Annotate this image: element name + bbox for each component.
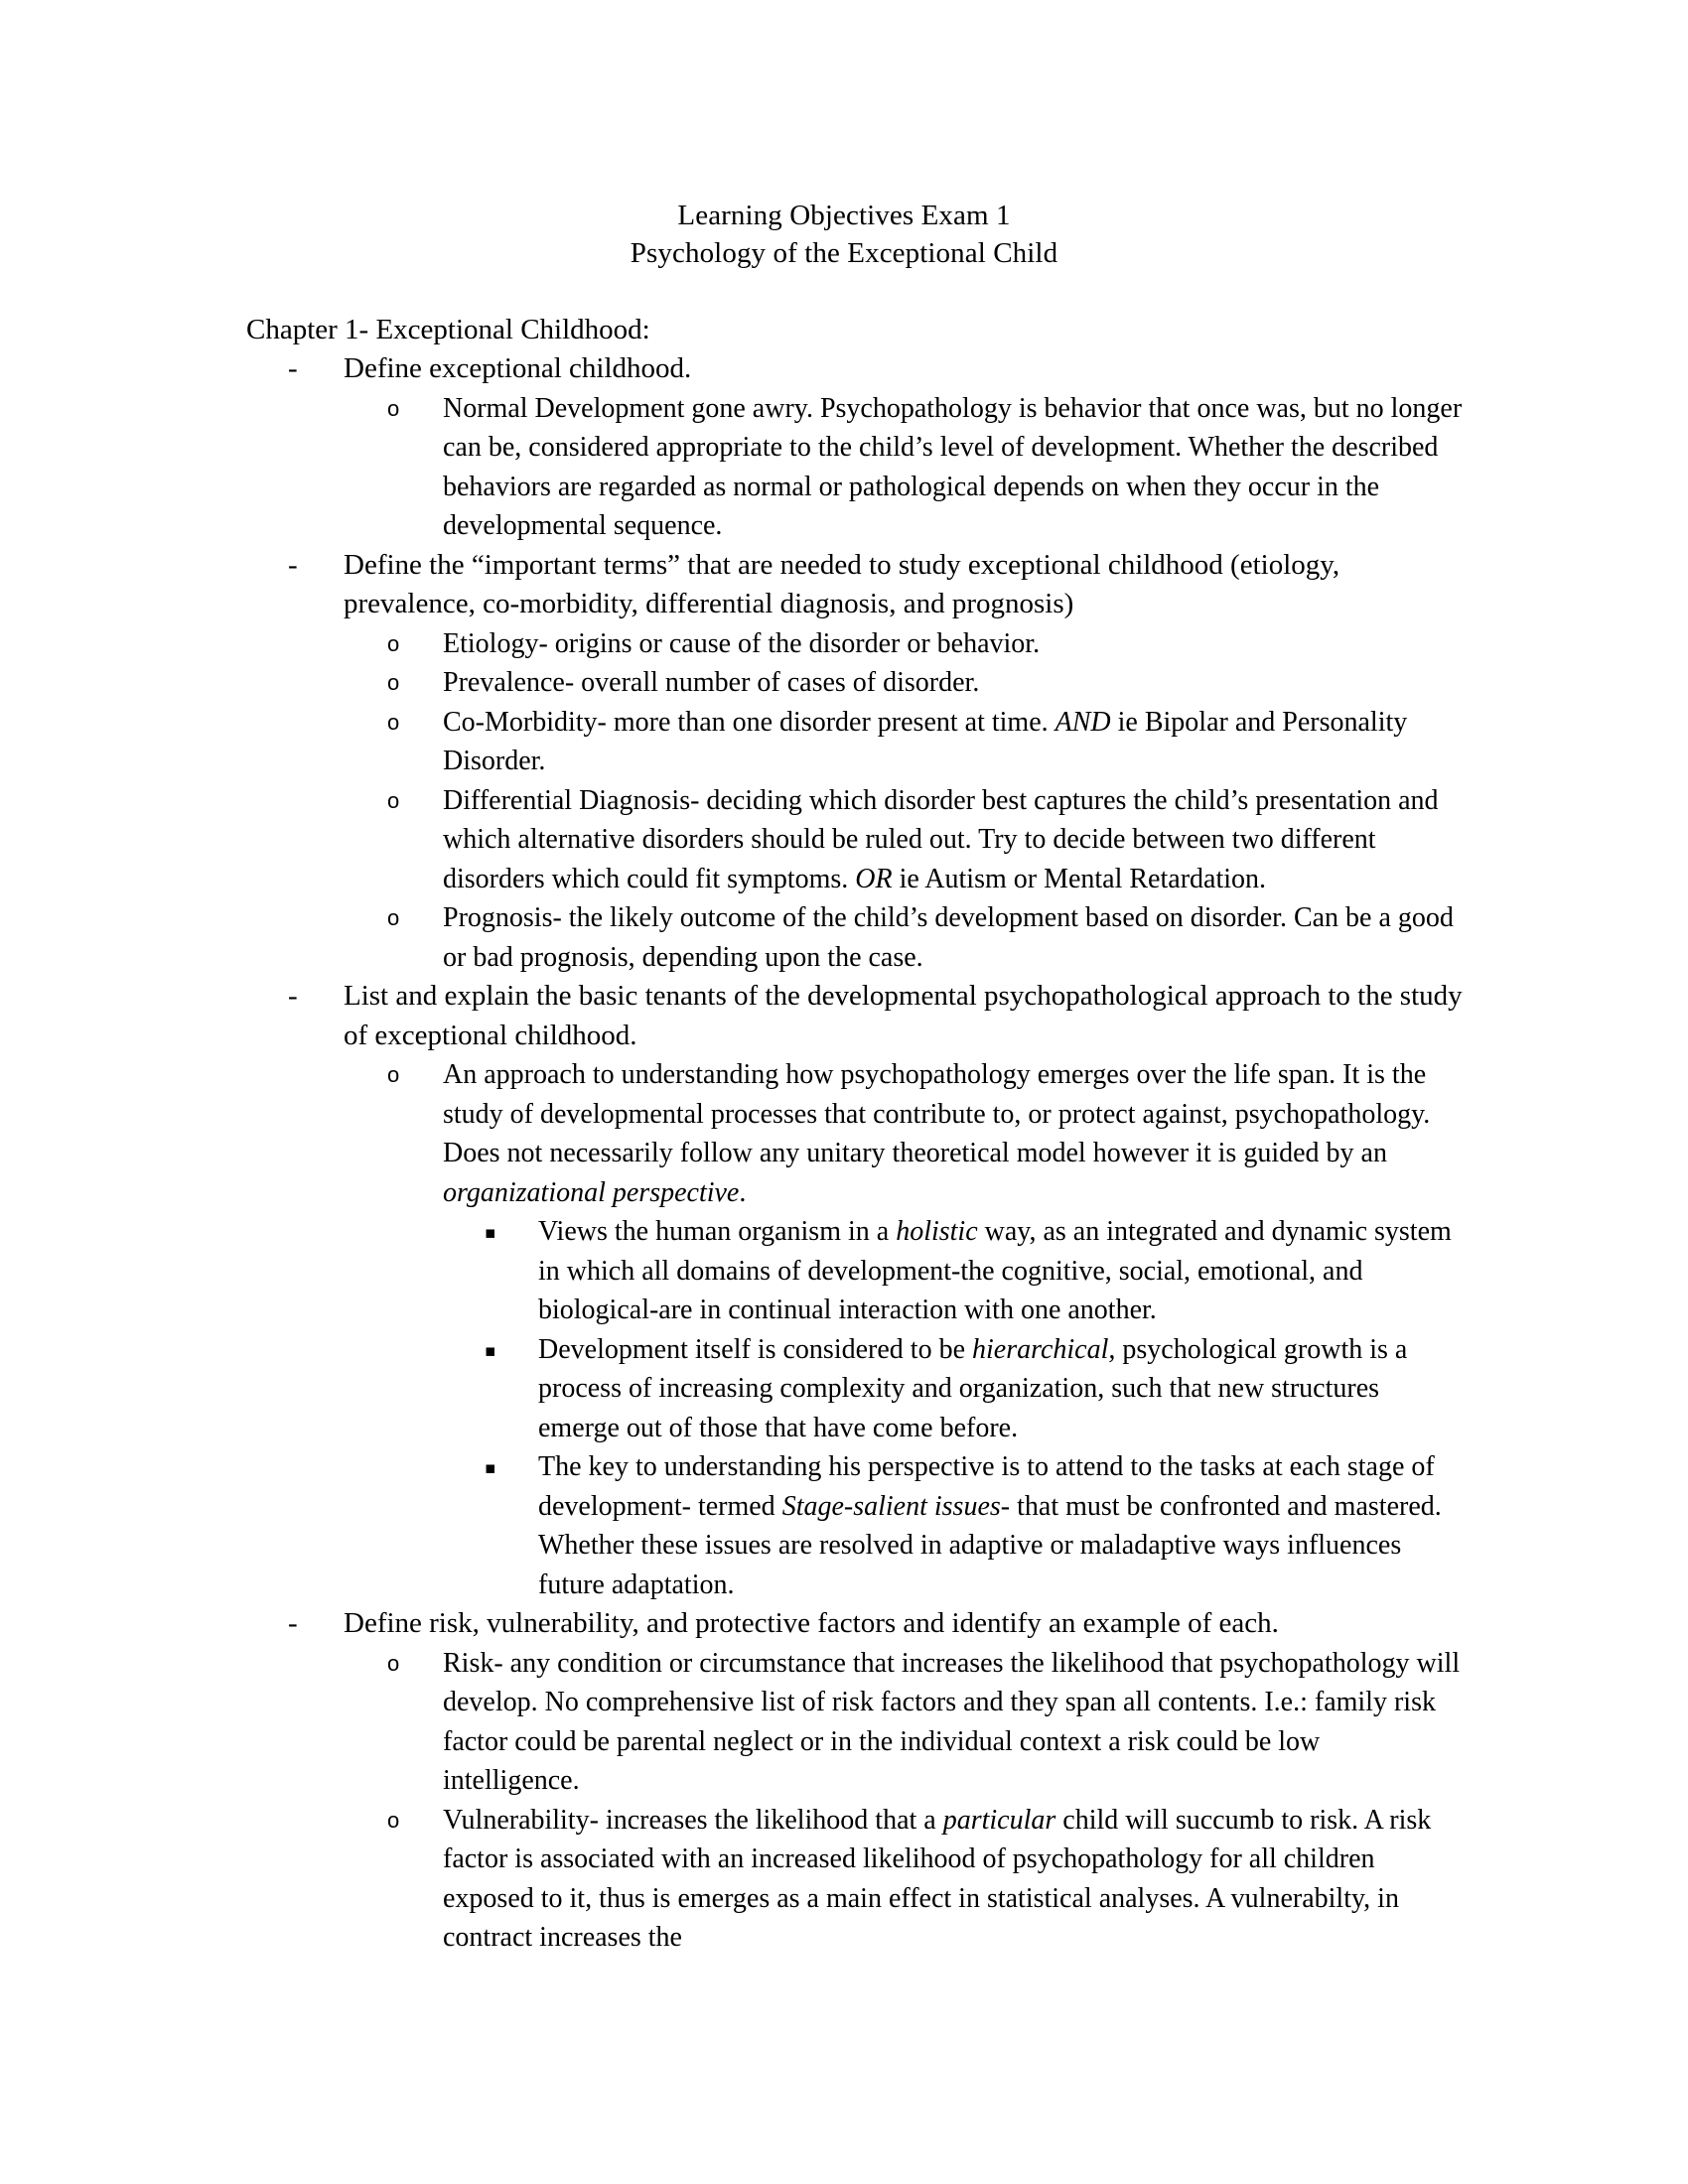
objective-item [246,546,1463,978]
detail-text: Prognosis- the likely outcome of the child’s development based on disorder. Can be a good or bad prognosis, depending upon the case. [443,902,1454,973]
subdetail-text: Views the human organism in a [538,1216,897,1247]
subdetail-text-continued: psychological growth is a process of increasing complexity and organization, such that new structures emerge out of those that have come before. [538,1333,1408,1443]
detail-text-continued: . [739,1176,747,1208]
subdetail-emphasis: holistic [896,1216,978,1247]
objective-detail-list [344,1644,1463,1958]
document-title-line-2: Psychology of the Exceptional Child [630,237,1058,269]
objective-subdetail-item [443,1330,1463,1448]
document-title-block [0,197,1688,272]
detail-text: Prevalence- overall number of cases of disorder. [443,667,980,698]
subdetail-text: Development itself is considered to be [538,1333,972,1365]
objective-text: Define exceptional childhood. [344,352,692,384]
objective-detail-item [344,703,1463,781]
detail-emphasis: OR [855,863,893,894]
subdetail-text-continued: way, as an integrated and dynamic system in which all domains of development-the cognitive, social, emotional, and biological-are in continual interaction with one another. [538,1216,1452,1325]
objective-detail-item [344,663,1463,703]
circle-bullet-icon: o [387,787,400,813]
detail-text: Differential Diagnosis- deciding which disorder best captures the child’s presentation and which alternative disorders should be ruled out. Try to decide between two different disorders which could fit symptoms. [443,784,1439,894]
objective-item [246,977,1463,1604]
square-bullet-icon: ▪ [485,1340,496,1361]
subdetail-emphasis: Stage-salient issues [781,1490,1001,1522]
circle-bullet-icon: o [387,709,400,735]
objective-text: List and explain the basic tenants of the developmental psychopathological approach to the study of exceptional childhood. [344,980,1463,1051]
objective-detail-item [344,389,1463,546]
objective-item [246,349,1463,546]
objective-subdetail-item [443,1212,1463,1330]
objective-detail-list [344,1055,1463,1604]
circle-bullet-icon: o [387,905,400,930]
objective-detail-item [344,1801,1463,1958]
detail-text: Co-Morbidity- more than one disorder present at time. [443,706,1055,738]
subdetail-text: The key to understanding his perspective is to attend to the tasks at each stage of development- termed [538,1451,1435,1522]
chapter-heading: Chapter 1- Exceptional Childhood: [246,314,650,345]
detail-emphasis: particular [942,1804,1056,1836]
objective-item [246,1604,1463,1958]
circle-bullet-icon: o [387,1650,400,1676]
dash-bullet-icon: - [288,980,298,1012]
objective-text: Define risk, vulnerability, and protective factors and identify an example of each. [344,1607,1279,1639]
detail-text: Etiology- origins or cause of the disorder or behavior. [443,627,1041,659]
dash-bullet-icon: - [288,352,298,384]
circle-bullet-icon: o [387,1807,400,1833]
detail-text-continued: ie Autism or Mental Retardation. [892,863,1266,894]
detail-text: An approach to understanding how psychopathology emerges over the life span. It is the study of developmental processes that contribute to, or protect against, psychopathology. Does not necessarily follow any unitary theoretical model however it is guided by an [443,1059,1431,1168]
detail-text-continued: child will succumb to risk. A risk factor is associated with an increased likelihood of psychopathology for all children exposed to it, thus is emerges as a main effect in statistical analyses. A vulnerabilty, in contract increases the [443,1804,1432,1953]
objectives-list [246,349,1463,1958]
detail-text: Normal Development gone awry. Psychopathology is behavior that once was, but no longer can be, considered appropriate to the child’s level of development. Whether the described behaviors are regarded as normal or pathological depends on when they occur in the developmental sequence. [443,392,1463,541]
circle-bullet-icon: o [387,1062,400,1087]
square-bullet-icon: ▪ [485,1223,496,1243]
detail-emphasis: organizational perspective [443,1176,740,1208]
detail-text: Risk- any condition or circumstance that increases the likelihood that psychopathology will develop. No comprehensive list of risk factors and they span all contents. I.e.: family risk factor could be parental neglect or in the individual context a risk could be low intelligence. [443,1647,1461,1796]
objective-subdetail-list [443,1212,1463,1604]
objective-detail-item [344,781,1463,899]
objective-detail-list [344,389,1463,546]
objective-text: Define the “important terms” that are needed to study exceptional childhood (etiology, prevalence, co-morbidity, differential diagnosis, and prognosis) [344,548,1340,619]
document-title-line-1: Learning Objectives Exam 1 [677,200,1011,231]
subdetail-text-continued: - that must be confronted and mastered. Whether these issues are resolved in adaptive or maladaptive ways influences future adaptation. [538,1490,1442,1600]
circle-bullet-icon: o [387,630,400,656]
objective-detail-list [344,624,1463,978]
dash-bullet-icon: - [288,548,298,581]
subdetail-emphasis: hierarchical, [972,1333,1116,1365]
objective-detail-item [344,1644,1463,1801]
square-bullet-icon: ▪ [485,1458,496,1478]
objective-subdetail-item [443,1447,1463,1604]
objective-detail-item [344,1055,1463,1604]
circle-bullet-icon: o [387,395,400,421]
objective-detail-item [344,624,1463,664]
objective-detail-item [344,898,1463,977]
detail-text: Vulnerability- increases the likelihood that a [443,1804,943,1836]
detail-emphasis: AND [1055,706,1111,738]
detail-text-continued: ie Bipolar and Personality Disorder. [443,706,1408,776]
dash-bullet-icon: - [288,1607,298,1639]
circle-bullet-icon: o [387,670,400,695]
document-body [246,310,1463,1958]
